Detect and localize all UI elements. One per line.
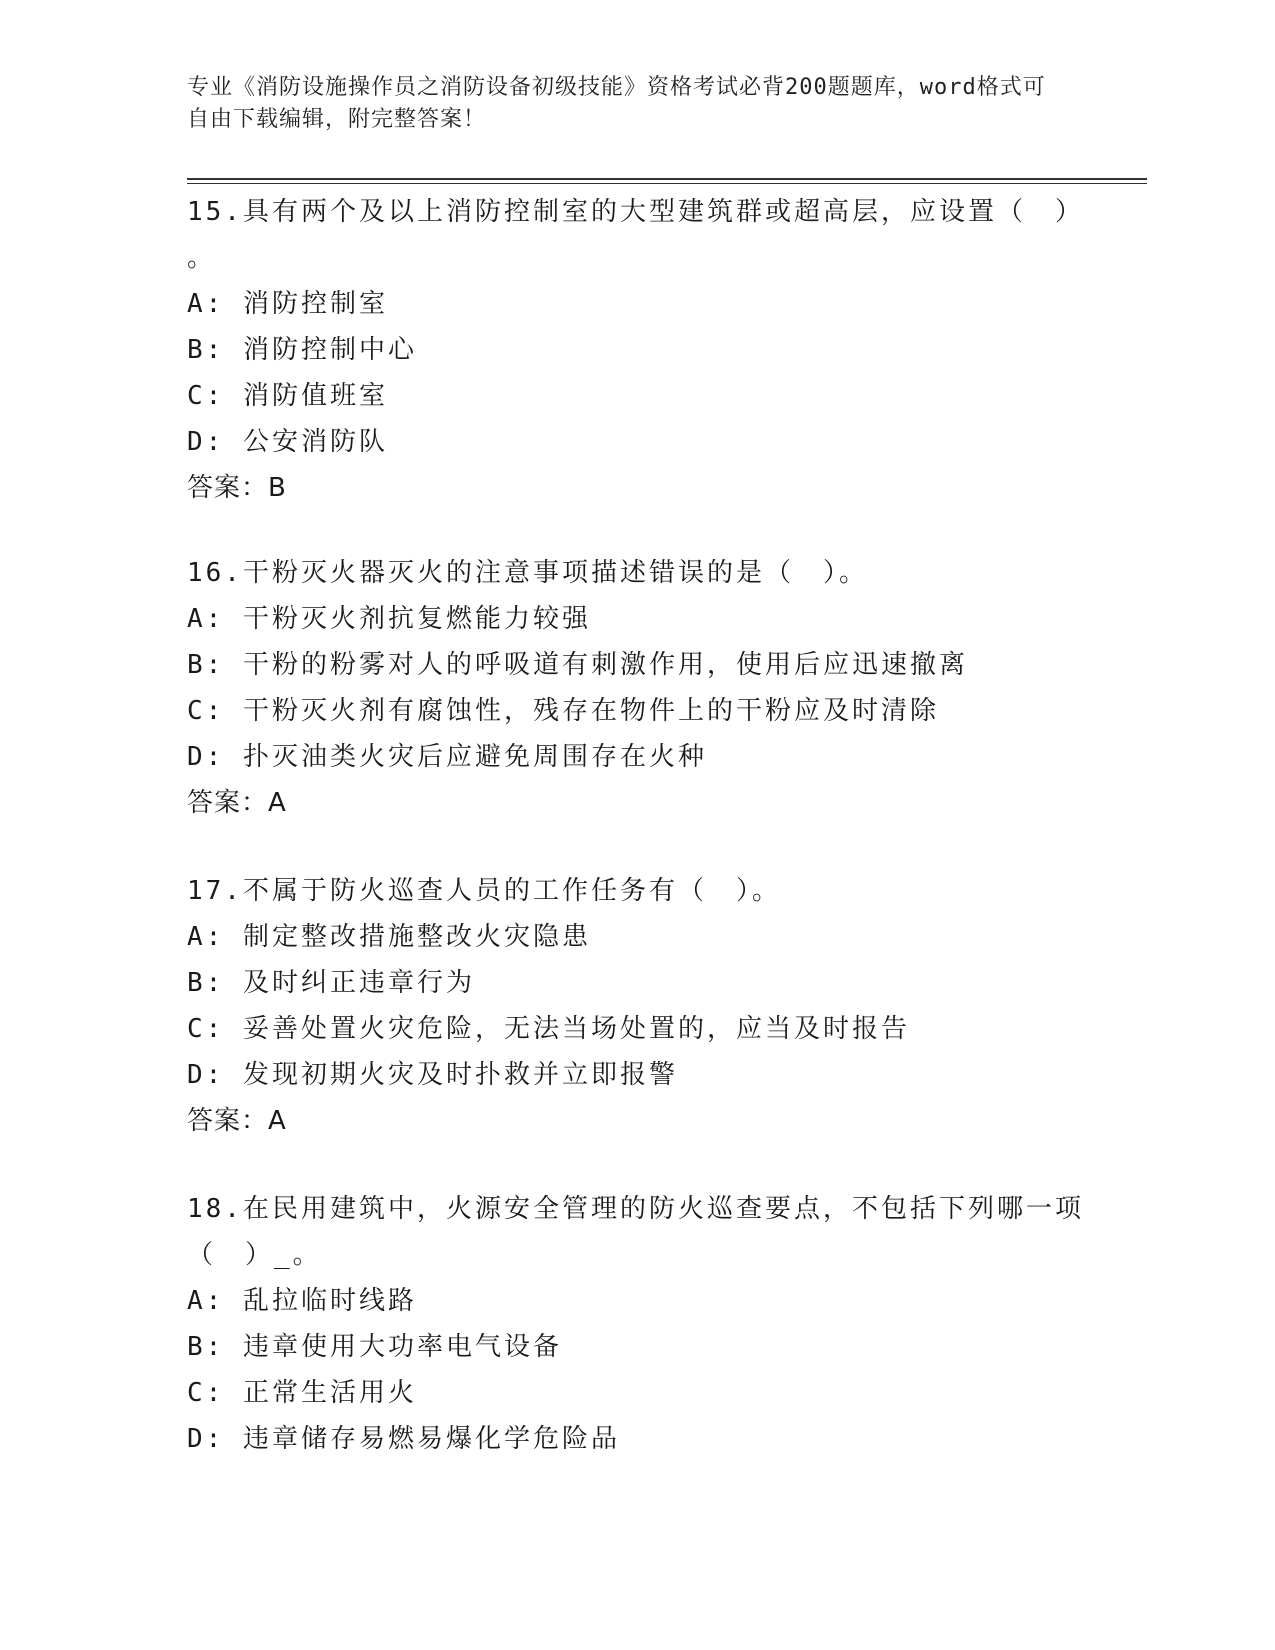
- answer: 答案：A: [187, 1106, 287, 1136]
- option-a: A: 制定整改措施整改火灾隐患: [187, 922, 591, 952]
- question-stem-continuation: 。: [187, 243, 217, 273]
- option-c: C: 干粉灭火剂有腐蚀性，残存在物件上的干粉应及时清除: [187, 696, 939, 726]
- question-stem-continuation: （ ）_。: [187, 1240, 322, 1270]
- option-d: D: 发现初期火灾及时扑救并立即报警: [187, 1060, 678, 1090]
- option-c: C: 正常生活用火: [187, 1378, 417, 1408]
- option-a: A: 消防控制室: [187, 289, 388, 319]
- answer: 答案：B: [187, 473, 287, 503]
- question-stem: 18.在民用建筑中，火源安全管理的防火巡查要点，不包括下列哪一项: [187, 1194, 1084, 1224]
- option-d: D: 扑灭油类火灾后应避免周围存在火种: [187, 742, 707, 772]
- question-15: [187, 189, 1087, 511]
- header-divider-thin: [187, 183, 1147, 184]
- option-b: B: 干粉的粉雾对人的呼吸道有刺激作用，使用后应迅速撤离: [187, 650, 968, 680]
- option-d: D: 违章储存易燃易爆化学危险品: [187, 1424, 620, 1454]
- option-a: A: 乱拉临时线路: [187, 1286, 417, 1316]
- question-18: [187, 1186, 1087, 1462]
- question-stem: 17.不属于防火巡查人员的工作任务有（ ）。: [187, 876, 781, 906]
- option-b: B: 消防控制中心: [187, 335, 417, 365]
- option-b: B: 违章使用大功率电气设备: [187, 1332, 562, 1362]
- answer: 答案：A: [187, 788, 287, 818]
- option-d: D: 公安消防队: [187, 427, 388, 457]
- header-divider: [187, 178, 1147, 180]
- question-stem: 16.干粉灭火器灭火的注意事项描述错误的是（ ）。: [187, 558, 868, 588]
- option-b: B: 及时纠正违章行为: [187, 968, 475, 998]
- option-c: C: 消防值班室: [187, 381, 388, 411]
- question-stem: 15.具有两个及以上消防控制室的大型建筑群或超高层，应设置（ ）: [187, 197, 1084, 227]
- document-header: 专业《消防设施操作员之消防设备初级技能》资格考试必背200题题库，word格式可自由下载编辑，附完整答案！: [187, 75, 1046, 132]
- question-16: [187, 550, 1087, 826]
- question-17: [187, 868, 1087, 1144]
- option-a: A: 干粉灭火剂抗复燃能力较强: [187, 604, 591, 634]
- option-c: C: 妥善处置火灾危险，无法当场处置的，应当及时报告: [187, 1014, 910, 1044]
